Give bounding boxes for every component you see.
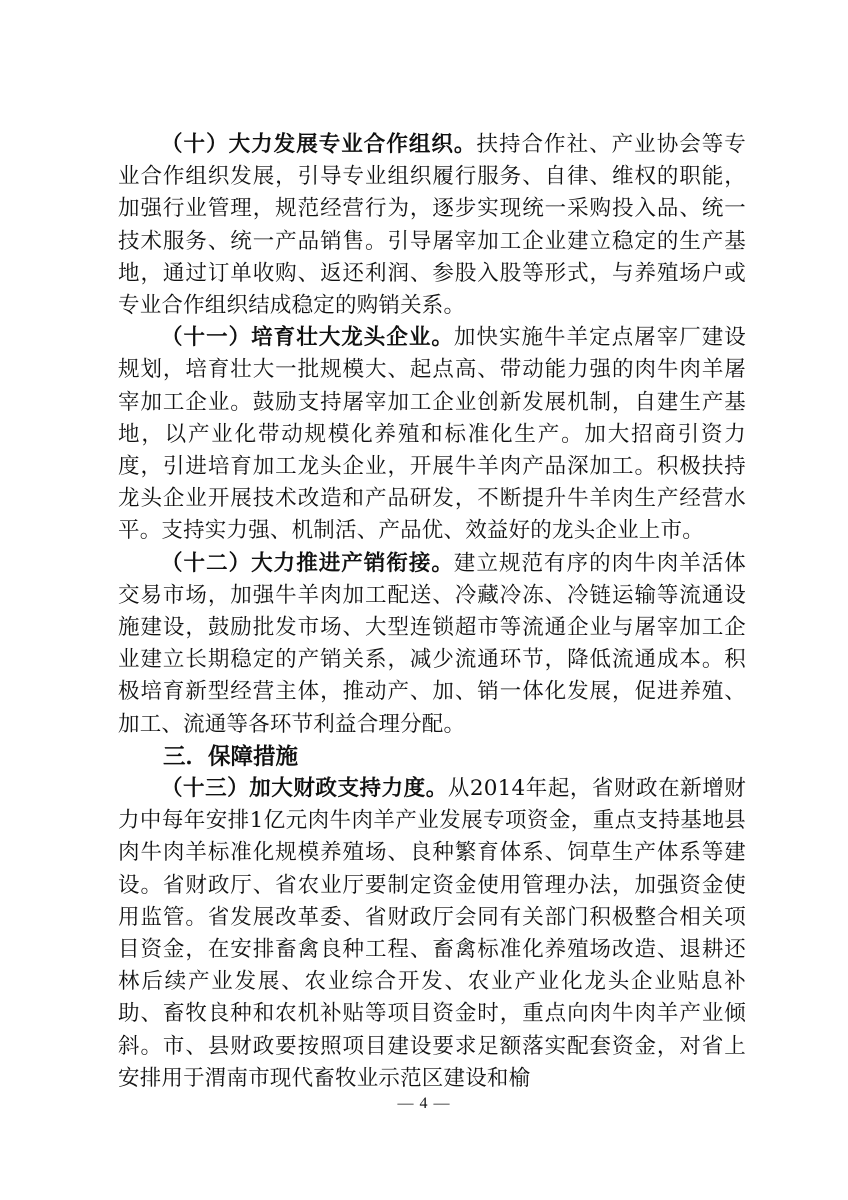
paragraph-13 <box>118 773 746 1095</box>
paragraph-text: 建立规范有序的肉牛肉羊活体交易市场，加强牛羊肉加工配送、冷藏冷冻、冷链运输等流通设施建设，鼓励批发市场、大型连锁超市等流通企业与屠宰加工企业建立长期稳定的产销关系，减少流通环节，降低流通成本。积极培育新型经营主体，推动产、加、销一体化发展，促进养殖、加工、流通等各环节利益合理分配。 <box>118 550 746 737</box>
paragraph-lead: （十一）培育壮大龙头企业。 <box>161 325 454 351</box>
paragraph-10 <box>118 129 746 322</box>
paragraph-11 <box>118 322 746 547</box>
paragraph-lead: （十）大力发展专业合作组织。 <box>161 132 477 157</box>
section-heading: 三．保障措施 <box>163 743 299 770</box>
paragraph-text: 从2014年起，省财政在新增财力中每年安排1亿元肉牛肉羊产业发展专项资金，重点支持基地县肉牛肉羊标准化规模养殖场、良种繁育体系、饲草生产体系等建设。省财政厅、省农业厅要制定资金使用管理办法，加强资金使用监管。省发展改革委、省财政厅会同有关部门积极整合相关项目资金，在安排畜禽良种工程、畜禽标准化养殖场改造、退耕还林后续产业发展、农业综合开发、农业产业化龙头企业贴息补助、畜牧良种和农机补贴等项目资金时，重点向肉牛肉羊产业倾斜。市、县财政要按照项目建设要求足额落实配套资金，对省上安排用于渭南市现代畜牧业示范区建设和榆 <box>118 776 747 1091</box>
paragraph-lead: （十三）加大财政支持力度。 <box>161 776 448 802</box>
paragraph-text: 扶持合作社、产业协会等专业合作组织发展，引导专业组织履行服务、自律、维权的职能，加强行业管理，规范经营行为，逐步实现统一采购投入品、统一技术服务、统一产品销售。引导屠宰加工企业建立稳定的生产基地，通过订单收购、返还利润、参股入股等形式，与养殖场户或专业合作组织结成稳定的购销关系。 <box>118 132 746 319</box>
page-number: — 4 — <box>397 1095 451 1112</box>
paragraph-lead: （十二）大力推进产销衔接。 <box>161 550 454 576</box>
paragraph-12 <box>118 548 746 741</box>
document-body <box>118 129 746 1095</box>
paragraph-text: 加快实施牛羊定点屠宰厂建设规划，培育壮大一批规模大、起点高、带动能力强的肉牛肉羊屠宰加工企业。鼓励支持屠宰加工企业创新发展机制，自建生产基地，以产业化带动规模化养殖和标准化生产。加大招商引资力度，引进培育加工龙头企业，开展牛羊肉产品深加工。积极扶持龙头企业开展技术改造和产品研发，不断提升牛羊肉生产经营水平。支持实力强、机制活、产品优、效益好的龙头企业上市。 <box>118 325 746 544</box>
